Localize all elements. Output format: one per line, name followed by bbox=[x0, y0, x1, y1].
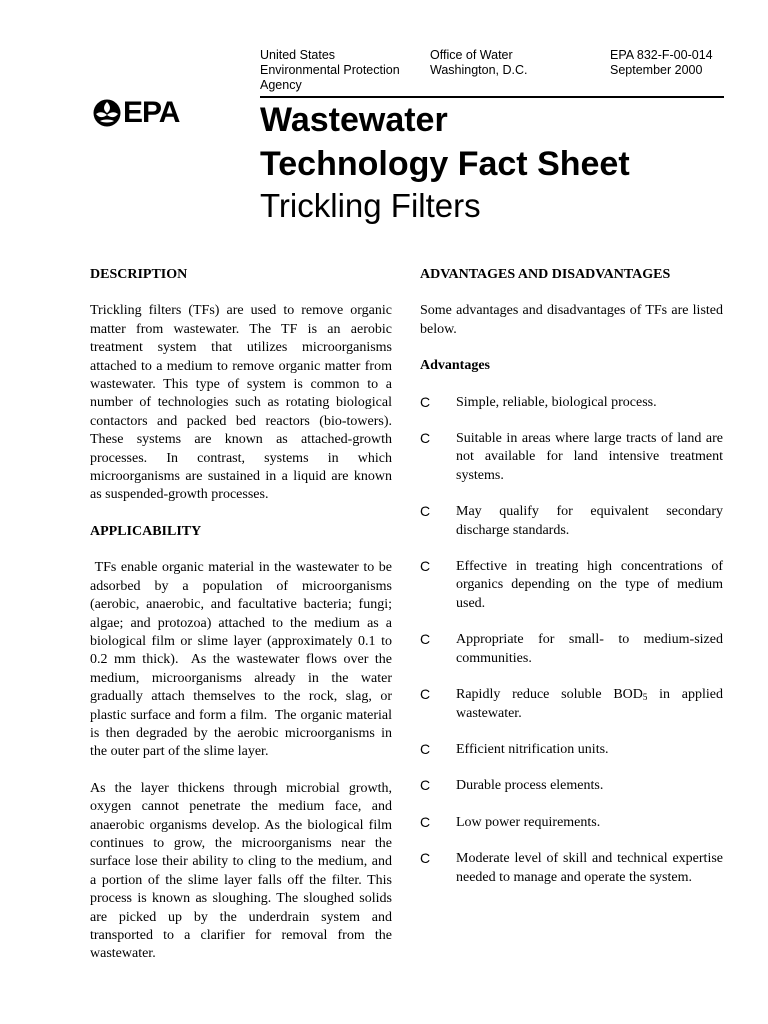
bod-text-after: in applied wastewater. bbox=[456, 687, 723, 721]
bod-subscript: 5 bbox=[642, 692, 648, 703]
header-divider bbox=[260, 96, 724, 98]
description-heading: DESCRIPTION bbox=[90, 267, 188, 282]
agency-line-2: Environmental Protection bbox=[260, 63, 400, 77]
advantages-intro-paragraph: Some advantages and disadvantages of TFs are listed below. bbox=[420, 303, 723, 337]
agency-line-3: Agency bbox=[260, 78, 302, 92]
advantage-text: Low power requirements. bbox=[456, 814, 601, 830]
bod-text-before: Rapidly reduce soluble BOD bbox=[456, 687, 643, 703]
advantage-text-bod bbox=[456, 687, 723, 720]
bullet-marker: C bbox=[420, 558, 431, 575]
bullet-marker: C bbox=[420, 740, 431, 757]
office-line-2: Washington, D.C. bbox=[430, 63, 528, 77]
bullet-marker: C bbox=[420, 813, 431, 830]
advantage-text: Efficient nitrification units. bbox=[456, 741, 609, 757]
epa-logo bbox=[92, 98, 179, 128]
office-block bbox=[430, 48, 528, 78]
advantage-text: Suitable in areas where large tracts of land are not available for land intensive treatment systems. bbox=[456, 431, 723, 483]
subtitle: Trickling Filters bbox=[260, 187, 481, 224]
bullet-marker: C bbox=[420, 631, 431, 648]
advantage-text: Appropriate for small- to medium-sized communities. bbox=[456, 632, 723, 666]
document-info-block bbox=[610, 48, 713, 78]
list-item bbox=[420, 394, 723, 412]
document-date: September 2000 bbox=[610, 63, 703, 77]
list-item bbox=[420, 558, 723, 613]
bullet-marker: C bbox=[420, 850, 431, 867]
left-column bbox=[90, 266, 396, 982]
list-item bbox=[420, 631, 723, 668]
title-line-2: Technology Fact Sheet bbox=[260, 145, 630, 183]
epa-logo-text: EPA bbox=[123, 96, 180, 129]
agency-line-1: United States bbox=[260, 48, 336, 62]
advantage-text: Simple, reliable, biological process. bbox=[456, 394, 657, 410]
list-item bbox=[420, 777, 723, 795]
bullet-marker: C bbox=[420, 503, 431, 520]
title-line-1: Wastewater bbox=[260, 101, 448, 139]
office-line-1: Office of Water bbox=[430, 48, 513, 62]
advantage-text: Moderate level of skill and technical expertise needed to manage and operate the system. bbox=[456, 851, 723, 885]
epa-flower-icon bbox=[92, 98, 122, 128]
advantage-text: Durable process elements. bbox=[456, 778, 604, 794]
list-item bbox=[420, 686, 723, 723]
bullet-marker: C bbox=[420, 777, 431, 794]
advantages-subheading: Advantages bbox=[420, 358, 491, 374]
list-item bbox=[420, 430, 723, 485]
advantage-text: May qualify for equivalent secondary discharge standards. bbox=[456, 504, 723, 538]
advantage-text: Effective in treating high concentrations of organics depending on the type of medium used. bbox=[456, 559, 723, 611]
advantages-list bbox=[420, 394, 723, 887]
advantages-disadvantages-heading: ADVANTAGES AND DISADVANTAGES bbox=[420, 267, 671, 282]
document-number: EPA 832-F-00-014 bbox=[610, 48, 713, 62]
list-item bbox=[420, 741, 723, 759]
description-paragraph: Trickling filters (TFs) are used to remove organic matter from wastewater. The TF is an aerobic treatment system that utilizes microorganisms attached to a medium to remove organic matter from wastewater. This type of system is common to a number of technologies such as rotating biological contactors and packed bed reactors (bio-towers). These systems are known as attached-growth processes. In contrast, systems in which microorganisms are sustained in a liquid are known as suspended-growth processes. bbox=[90, 303, 392, 503]
bullet-marker: C bbox=[420, 686, 431, 703]
list-item bbox=[420, 814, 723, 832]
list-item bbox=[420, 850, 723, 887]
bullet-marker: C bbox=[420, 430, 431, 447]
bullet-marker: C bbox=[420, 393, 431, 410]
agency-block bbox=[260, 48, 400, 93]
applicability-heading: APPLICABILITY bbox=[90, 523, 202, 539]
applicability-paragraph-2: As the layer thickens through microbial growth, oxygen cannot penetrate the medium face, and anaerobic organisms develop. As the biological film continues to grow, the microorganisms near the surface lose their ability to cling to the medium, and a portion of the slime layer falls off the filter. This process is known as sloughing. The sloughed solids are picked up by the underdrain system and transported to a clarifier for removal from the wastewater. bbox=[90, 780, 392, 962]
list-item bbox=[420, 503, 723, 540]
applicability-paragraph-1: TFs enable organic material in the wastewater to be adsorbed by a population of microorganisms (aerobic, anaerobic, and facultative bacteria; fungi; algae; and protozoa) attached to the medium as a biological film or slime layer (approximately 0.1 to 0.2 mm thick). As the wastewater flows over the medium, microorganisms already in the water gradually attach themselves to the rock, slag, or plastic surface and form a film. The organic material is then degraded by the aerobic microorganisms in the outer part of the slime layer. bbox=[90, 560, 396, 760]
right-column bbox=[420, 266, 723, 905]
